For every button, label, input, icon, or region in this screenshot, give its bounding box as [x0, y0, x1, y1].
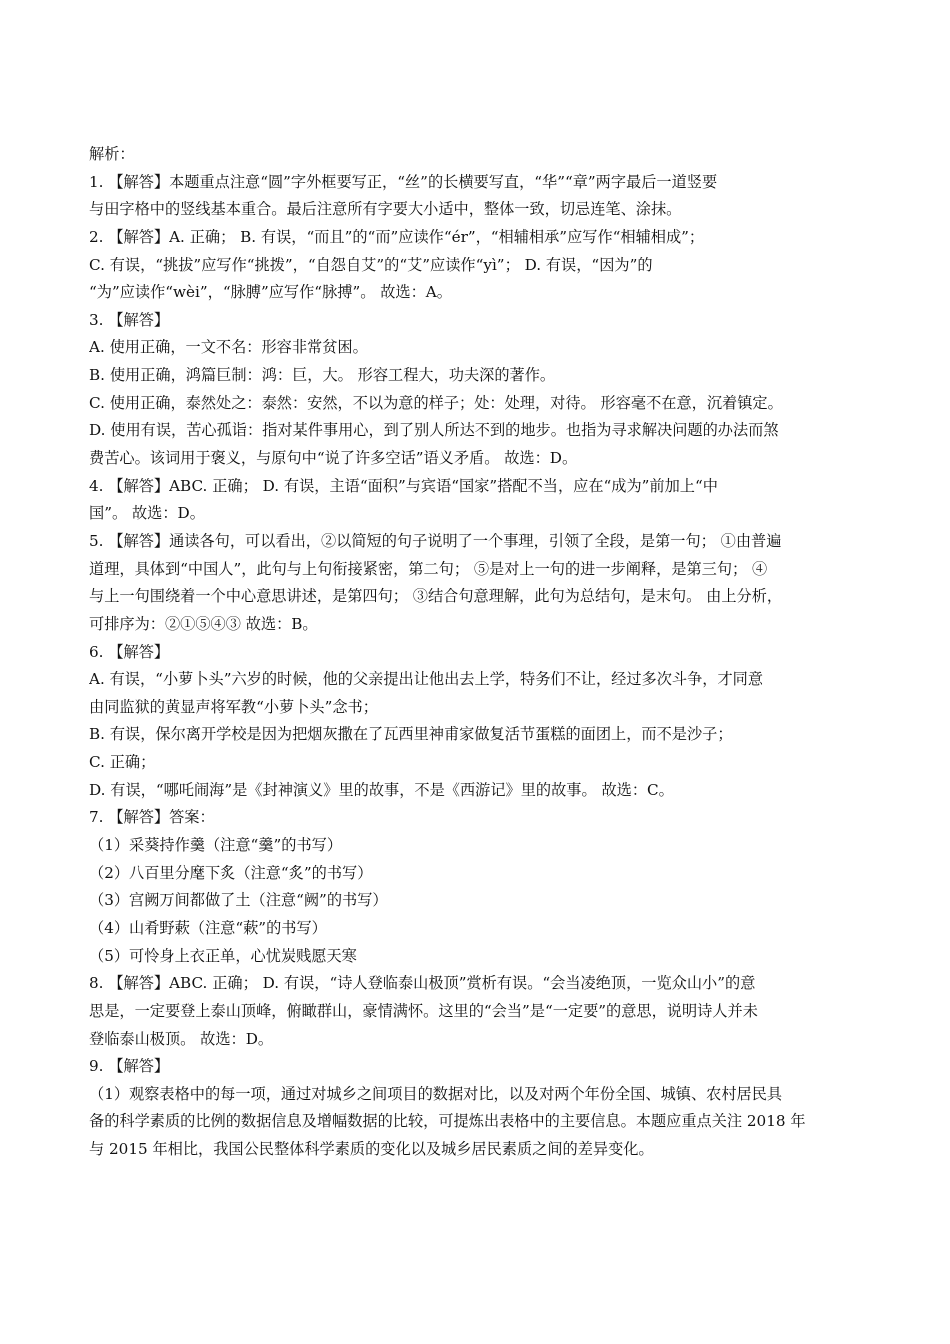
doc-line: C. 正确； [89, 753, 156, 772]
doc-line: （1）采葵持作羹（注意“羹”的书写） [89, 836, 343, 855]
doc-line: 可排序为：②①⑤④③ 故选：B。 [89, 614, 318, 633]
doc-line: （4）山肴野蔌（注意“蔌”的书写） [89, 918, 327, 937]
doc-line: D. 有误，“哪吒闹海”是《封神演义》里的故事，不是《西游记》里的故事。 故选：C。 [89, 780, 674, 799]
doc-line: 与上一句围绕着一个中心意思讲述，是第四句； ③结合句意理解，此句为总结句，是末句。 由上分析， [89, 587, 783, 606]
doc-line: 6. 【解答】 [89, 642, 170, 661]
doc-line: 8. 【解答】ABC. 正确； D. 有误，“诗人登临泰山极顶”赏析有误。“会当凌绝顶，一览众山小”的意 [89, 974, 756, 993]
doc-line: 登临泰山极顶。 故选：D。 [89, 1029, 274, 1048]
doc-line: （2）八百里分麾下炙（注意“炙”的书写） [89, 863, 373, 882]
doc-line: 5. 【解答】通读各句，可以看出，②以简短的句子说明了一个事理，引领了全段，是第一句； ①由普遍 [89, 531, 782, 550]
doc-line: （3）宫阙万间都做了土（注意“阙”的书写） [89, 891, 388, 910]
doc-line: 国”。 故选：D。 [89, 504, 205, 523]
doc-line: 思是，一定要登上泰山顶峰，俯瞰群山，豪情满怀。这里的“会当”是“一定要”的意思，说明诗人并未 [89, 1001, 758, 1020]
doc-line: 9. 【解答】 [89, 1057, 170, 1076]
doc-line: A. 有误，“小萝卜头”六岁的时候，他的父亲提出让他出去上学，特务们不让，经过多次斗争，才同意 [89, 670, 764, 689]
doc-line: 费苦心。该词用于褒义，与原句中“说了许多空话”语义矛盾。 故选：D。 [89, 449, 578, 468]
doc-line: C. 有误，“挑拔”应写作“挑拨”，“自怨自艾”的“艾”应读作“yì”； D. 有误，“因为”的 [89, 255, 653, 274]
doc-line: 7. 【解答】答案： [89, 808, 215, 827]
doc-line: B. 有误，保尔离开学校是因为把烟灰撒在了瓦西里神甫家做复活节蛋糕的面团上，而不是沙子； [89, 725, 733, 744]
answer-document [89, 141, 864, 1164]
doc-line: 4. 【解答】ABC. 正确； D. 有误，主语“面积”与宾语“国家”搭配不当，应在“成为”前加上“中 [89, 476, 718, 495]
doc-line: （1）观察表格中的每一项，通过对城乡之间项目的数据对比，以及对两个年份全国、城镇、农村居民具 [89, 1084, 783, 1103]
doc-line: 与 2015 年相比，我国公民整体科学素质的变化以及城乡居民素质之间的差异变化。 [89, 1140, 654, 1159]
doc-line: 备的科学素质的比例的数据信息及增幅数据的比较，可提炼出表格中的主要信息。本题应重点关注 2018 年 [89, 1112, 806, 1131]
doc-line: 由同监狱的黄显声将军教“小萝卜头”念书； [89, 697, 378, 716]
doc-line: B. 使用正确，鸿篇巨制：鸿：巨，大。 形容工程大，功夫深的著作。 [89, 366, 556, 385]
doc-line: C. 使用正确，泰然处之：泰然：安然，不以为意的样子；处：处理，对待。 形容毫不在意，沉着镇定。 [89, 393, 783, 412]
doc-line: 与田字格中的竖线基本重合。最后注意所有字要大小适中，整体一致，切忌连笔、涂抹。 [89, 200, 682, 219]
doc-line: 3. 【解答】 [89, 310, 170, 329]
doc-line: 道理，具体到“中国人”，此句与上句衔接紧密，第二句； ⑤是对上一句的进一步阐释，是第三句； ④ [89, 559, 768, 578]
doc-line: D. 使用有误，苦心孤诣：指对某件事用心，到了别人所达不到的地步。也指为寻求解决问题的办法而煞 [89, 421, 779, 440]
doc-line: A. 使用正确，一文不名：形容非常贫困。 [89, 338, 368, 357]
doc-line: 1. 【解答】本题重点注意“圆”字外框要写正，“丝”的长横要写直，“华”“章”两字最后一道竖要 [89, 172, 718, 191]
doc-line: （5）可怜身上衣正单，心忧炭贱愿天寒 [89, 946, 357, 965]
doc-line: 解析： [89, 145, 135, 163]
doc-line: 2. 【解答】A. 正确； B. 有误，“而且”的“而”应读作“ér”，“相辅相承”应写作“相辅相成”； [89, 227, 705, 246]
doc-line: “为”应读作“wèi”，“脉膊”应写作“脉搏”。 故选：A。 [89, 283, 452, 302]
